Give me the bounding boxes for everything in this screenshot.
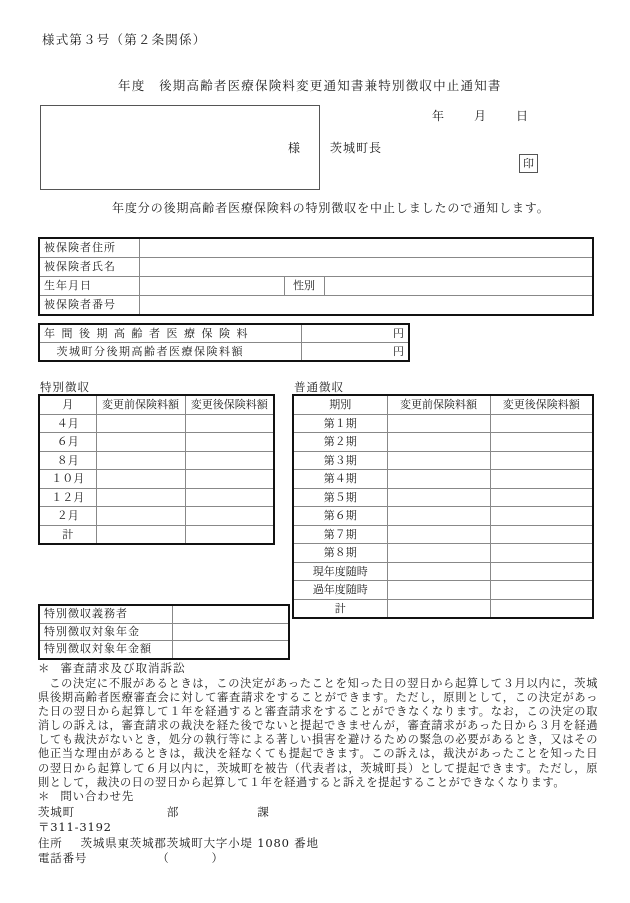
table-row	[293, 525, 593, 544]
special-period-label: １２月	[39, 488, 96, 507]
ordinary-after-value[interactable]	[490, 414, 593, 433]
table-row	[39, 238, 593, 258]
ordinary-past-year-label: 過年度随時	[293, 581, 387, 600]
asterisk-icon: ＊	[38, 661, 51, 675]
ordinary-before-value[interactable]	[387, 507, 490, 526]
ordinary-period-label: 第４期	[293, 470, 387, 489]
date-month-label: 月	[474, 109, 487, 123]
table-row	[39, 433, 274, 452]
ordinary-period-label: 第３期	[293, 451, 387, 470]
table-row	[293, 507, 593, 526]
asterisk-icon: ＊	[38, 789, 51, 803]
table-row	[293, 544, 593, 563]
special-header-month: 月	[39, 395, 96, 414]
ordinary-header-before: 変更前保険料額	[387, 395, 490, 414]
ordinary-current-year-label: 現年度随時	[293, 562, 387, 581]
table-row	[39, 641, 289, 659]
table-row	[39, 525, 274, 544]
target-pension-amount-value[interactable]	[172, 641, 289, 659]
table-row	[39, 258, 593, 277]
table-row	[39, 451, 274, 470]
ordinary-before-value[interactable]	[387, 414, 490, 433]
special-collection-table	[38, 394, 275, 545]
table-row	[39, 470, 274, 489]
insured-number-value[interactable]	[139, 296, 593, 316]
special-after-value[interactable]	[185, 414, 274, 433]
special-before-value[interactable]	[96, 433, 185, 452]
annual-premium-unit[interactable]: 円	[301, 324, 409, 343]
recipient-honorific: 様	[288, 141, 301, 155]
special-header-before: 変更前保険料額	[96, 395, 185, 414]
contact-block	[38, 789, 598, 867]
table-row	[293, 414, 593, 433]
table-row	[293, 470, 593, 489]
special-header-after: 変更後保険料額	[185, 395, 274, 414]
table-row	[39, 296, 593, 316]
ordinary-collection-caption: 普通徴収	[294, 380, 344, 394]
contact-address-label: 住所	[38, 835, 63, 850]
special-after-value[interactable]	[185, 488, 274, 507]
gender-label: 性別	[284, 277, 324, 296]
special-collection-obligor-table	[38, 604, 290, 660]
ordinary-header-period: 期別	[293, 395, 387, 414]
target-pension-amount-label: 特別徴収対象年金額	[39, 641, 172, 659]
contact-postal-code: 〒311-3192	[38, 820, 112, 834]
ordinary-period-label: 第１期	[293, 414, 387, 433]
date-day-label: 日	[516, 109, 529, 123]
ordinary-after-value[interactable]	[490, 525, 593, 544]
table-row	[39, 414, 274, 433]
special-total-label: 計	[39, 525, 96, 544]
table-row	[293, 599, 593, 618]
special-total-after[interactable]	[185, 525, 274, 544]
special-total-before[interactable]	[96, 525, 185, 544]
ordinary-period-label: 第２期	[293, 433, 387, 452]
table-row	[39, 605, 289, 623]
ordinary-after-value[interactable]	[490, 470, 593, 489]
ordinary-before-value[interactable]	[387, 544, 490, 563]
town-share-premium-label: 茨城町分後期高齢者医療保険料額	[39, 343, 301, 362]
insured-name-value[interactable]	[139, 258, 593, 277]
ordinary-total-after[interactable]	[490, 599, 593, 618]
special-before-value[interactable]	[96, 470, 185, 489]
table-header-row	[39, 395, 274, 414]
contact-town-name: 茨城町	[38, 804, 75, 819]
ordinary-after-value[interactable]	[490, 544, 593, 563]
legal-heading-text: 審査請求及び取消訴訟	[60, 661, 186, 675]
special-before-value[interactable]	[96, 488, 185, 507]
table-row	[39, 324, 409, 343]
ordinary-header-after: 変更後保険料額	[490, 395, 593, 414]
table-row	[39, 343, 409, 362]
contact-heading	[38, 789, 598, 805]
table-row	[293, 451, 593, 470]
table-row	[39, 488, 274, 507]
insured-number-label: 被保険者番号	[39, 296, 139, 316]
table-row	[293, 488, 593, 507]
birthdate-value[interactable]	[139, 277, 284, 296]
date-line	[432, 107, 528, 124]
special-period-label: ８月	[39, 451, 96, 470]
ordinary-after-value[interactable]	[490, 581, 593, 600]
issuer-name: 茨城町長	[330, 141, 383, 155]
table-header-row	[293, 395, 593, 414]
table-row	[293, 562, 593, 581]
insured-address-value[interactable]	[139, 238, 593, 258]
recipient-address-box[interactable]	[40, 105, 320, 190]
obligor-value[interactable]	[172, 605, 289, 623]
ordinary-before-value[interactable]	[387, 433, 490, 452]
birthdate-label: 生年月日	[39, 277, 139, 296]
document-title: 年度 後期高齢者医療保険料変更通知書兼特別徴収中止通知書	[118, 78, 502, 93]
special-before-value[interactable]	[96, 507, 185, 526]
table-row	[39, 623, 289, 641]
ordinary-after-value[interactable]	[490, 488, 593, 507]
seal-stamp-box: 印	[519, 154, 538, 173]
legal-notice-heading	[38, 660, 598, 676]
annual-premium-table	[38, 323, 410, 362]
tel-paren-close: ）	[211, 851, 224, 865]
ordinary-period-label: 第５期	[293, 488, 387, 507]
special-period-label: ６月	[39, 433, 96, 452]
ordinary-before-value[interactable]	[387, 581, 490, 600]
ordinary-period-label: 第８期	[293, 544, 387, 563]
ordinary-before-value[interactable]	[387, 488, 490, 507]
special-after-value[interactable]	[185, 433, 274, 452]
date-year-label: 年	[432, 109, 445, 123]
ordinary-collection-table	[292, 394, 594, 619]
special-before-value[interactable]	[96, 414, 185, 433]
contact-address-value: 茨城県東茨城郡茨城町大字小堤 1080 番地	[80, 835, 319, 850]
table-row	[293, 433, 593, 452]
contact-heading-text: 問い合わせ先	[60, 789, 135, 803]
form-code: 様式第３号（第２条関係）	[42, 32, 207, 47]
legal-notice-body: この決定に不服があるときは，この決定があったことを知った日の翌日から起算して３月以内に，茨城県後期高齢者医療審査会に対して審査請求をすることができます。ただし，原則として，この決定があった日の翌日から起算して１年を経過すると審査請求をすることができなくなります。なお，この決定の取消しの訴えは，審査請求の裁決を経た後でないと提起できませんが，審査請求があった日から３月を経過しても裁決がないとき，処分の執行等による著しい損害を避けるための緊急の必要があるとき，又はその他正当な理由があるときは，裁決を経なくても提起できます。この訴えは，裁決があったことを知った日の翌日から起算して６月以内に，茨城町を被告（代表者は，茨城町長）として提起できます。ただし，原則として，裁決の日の翌日から起算して１年を経過すると訴えを提起することができなくなります。	[38, 677, 598, 789]
ordinary-before-value[interactable]	[387, 451, 490, 470]
special-after-value[interactable]	[185, 451, 274, 470]
insured-name-label: 被保険者氏名	[39, 258, 139, 277]
special-period-label: ４月	[39, 414, 96, 433]
annual-premium-label: 年 間 後 期 高 齢 者 医 療 保 険 料	[39, 324, 301, 343]
table-row	[293, 581, 593, 600]
ordinary-before-value[interactable]	[387, 562, 490, 581]
special-after-value[interactable]	[185, 470, 274, 489]
contact-section-label: 課	[257, 804, 270, 819]
ordinary-after-value[interactable]	[490, 433, 593, 452]
ordinary-total-label: 計	[293, 599, 387, 618]
ordinary-before-value[interactable]	[387, 525, 490, 544]
special-period-label: ２月	[39, 507, 96, 526]
target-pension-value[interactable]	[172, 623, 289, 641]
special-collection-caption: 特別徴収	[40, 380, 90, 394]
contact-department-label: 部	[166, 804, 180, 819]
town-share-premium-unit[interactable]: 円	[301, 343, 409, 362]
table-row	[39, 507, 274, 526]
contact-tel-row	[38, 851, 598, 867]
notice-sentence: 年度分の後期高齢者医療保険料の特別徴収を中止しましたので通知します。	[112, 201, 550, 215]
ordinary-after-value[interactable]	[490, 451, 593, 470]
tel-paren-open: （	[157, 851, 170, 865]
obligor-label: 特別徴収義務者	[39, 605, 172, 623]
ordinary-total-before[interactable]	[387, 599, 490, 618]
target-pension-label: 特別徴収対象年金	[39, 623, 172, 641]
special-after-value[interactable]	[185, 507, 274, 526]
ordinary-after-value[interactable]	[490, 562, 593, 581]
insured-person-table	[38, 237, 594, 316]
contact-department-row	[38, 805, 598, 821]
contact-address-row	[38, 836, 598, 852]
special-before-value[interactable]	[96, 451, 185, 470]
ordinary-period-label: 第７期	[293, 525, 387, 544]
special-period-label: １０月	[39, 470, 96, 489]
insured-address-label: 被保険者住所	[39, 238, 139, 258]
gender-value[interactable]	[324, 277, 593, 296]
ordinary-after-value[interactable]	[490, 507, 593, 526]
ordinary-before-value[interactable]	[387, 470, 490, 489]
ordinary-period-label: 第６期	[293, 507, 387, 526]
table-row	[39, 277, 593, 296]
contact-tel-label: 電話番号	[38, 851, 88, 865]
legal-notice-block	[38, 660, 598, 790]
